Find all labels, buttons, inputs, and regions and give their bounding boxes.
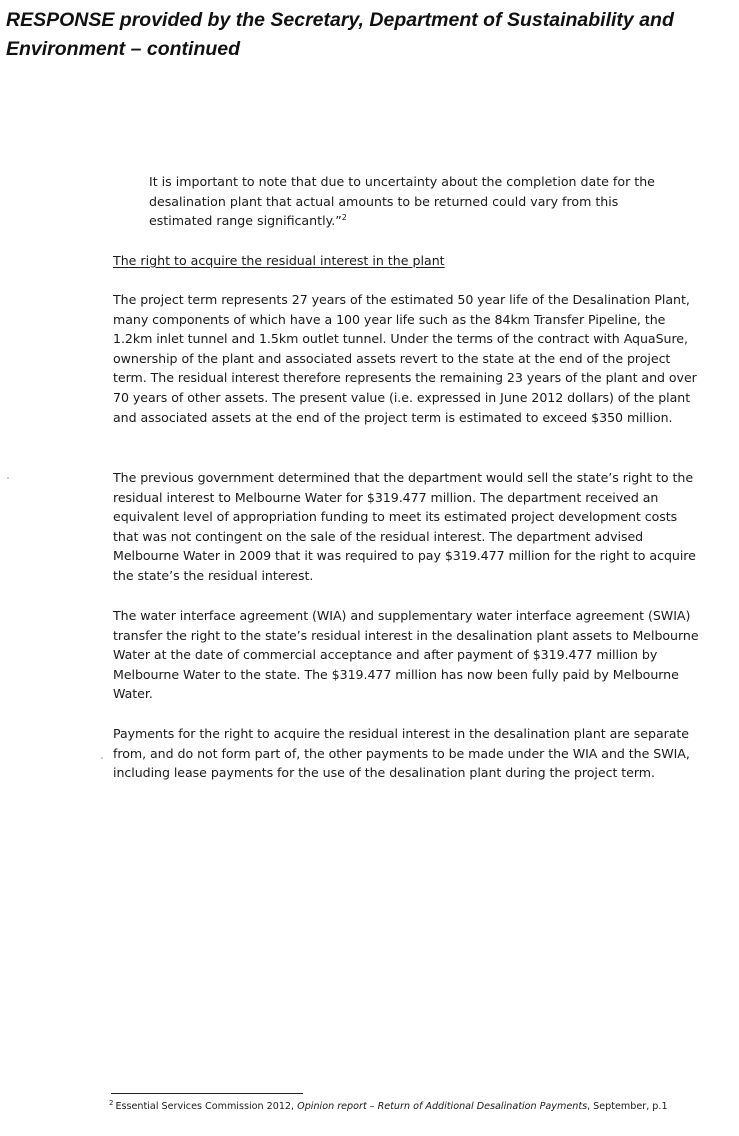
scan-speck: [7, 477, 9, 479]
footnote-divider: [111, 1093, 303, 1094]
footnote: [109, 1100, 729, 1114]
paragraph-project-term: The project term represents 27 years of the estimated 50 year life of the Desalination Plant, many components of which have a 100 year life such as the 84km Transfer Pipeline, the 1.2km inlet tunnel and 1.5km outlet tunnel. Under the terms of the contract with AquaSure, ownership of the plant and associated assets revert to the state at the end of the project term. The residual interest therefore represents the remaining 23 years of the plant and over 70 years of other assets. The present value (i.e. expressed in June 2012 dollars) of the plant and associated assets at the end of the project term is estimated to exceed $350 million.: [113, 292, 697, 425]
paragraph-previous-government: The previous government determined that the department would sell the state’s right to the residual interest to Melbourne Water for $319.477 million. The department received an equivalent level of appropriation funding to meet its estimated project development costs that was not contingent on the sale of the residual interest. The department advised Melbourne Water in 2009 that it was required to pay $319.477 million for the right to acquire the state’s the residual interest.: [113, 470, 696, 583]
footnote-number: 2: [109, 1098, 114, 1107]
quoted-passage-text: It is important to note that due to uncertainty about the completion date for the desalination plant that actual amounts to be returned could vary from this estimated range significantly.”: [149, 174, 655, 228]
page-heading: RESPONSE provided by the Secretary, Department of Sustainability and Environment – continued: [6, 9, 674, 60]
quoted-passage: [149, 172, 669, 231]
footnote-prefix: Essential Services Commission 2012,: [115, 1101, 298, 1112]
footnote-reference: 2: [341, 212, 347, 222]
section-subheading: The right to acquire the residual interest in the plant: [113, 253, 445, 268]
paragraph-payments: Payments for the right to acquire the residual interest in the desalination plant are separate from, and do not form part of, the other payments to be made under the WIA and the SWIA, including lease payments for the use of the desalination plant during the project term.: [113, 726, 690, 781]
footnote-title: Opinion report – Return of Additional Desalination Payments: [297, 1101, 588, 1112]
paragraph-water-interface-agreement: The water interface agreement (WIA) and supplementary water interface agreement (SWIA) transfer the right to the state’s residual interest in the desalination plant assets to Melbourne Water at the date of commercial acceptance and after payment of $319.477 million by Melbourne Water to the state. The $319.477 million has now been fully paid by Melbourne Water.: [113, 608, 699, 702]
scan-speck: [101, 757, 103, 759]
footnote-suffix: , September, p.1: [587, 1101, 668, 1112]
